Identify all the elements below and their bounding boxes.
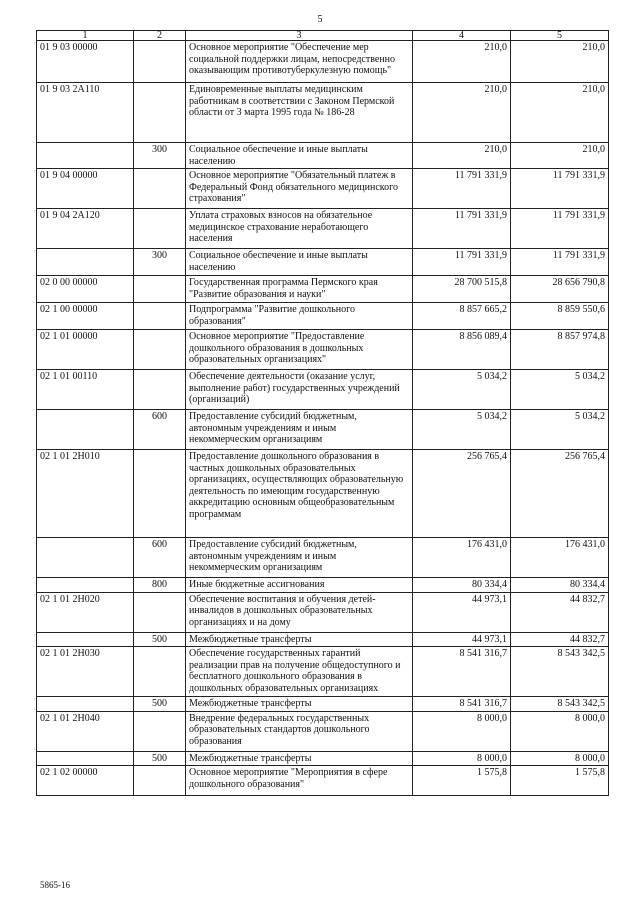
cell-amount-year-2: 1 575,8 (511, 766, 609, 796)
cell-target-code: 02 1 01 2Н020 (37, 592, 134, 632)
cell-item-name: Основное мероприятие "Мероприятия в сфере дошкольного образования" (186, 766, 413, 796)
cell-target-code (37, 143, 134, 169)
cell-target-code: 02 0 00 00000 (37, 276, 134, 303)
header-col-4: 4 (413, 31, 511, 41)
cell-amount-year-2: 5 034,2 (511, 370, 609, 410)
cell-expense-type (134, 592, 186, 632)
cell-amount-year-1: 176 431,0 (413, 538, 511, 578)
cell-item-name: Уплата страховых взносов на обязательное медицинское страхование неработающего населения (186, 209, 413, 249)
table-row (37, 169, 609, 209)
header-col-2: 2 (134, 31, 186, 41)
cell-amount-year-2: 210,0 (511, 143, 609, 169)
table-row (37, 592, 609, 632)
table-row (37, 303, 609, 330)
cell-target-code: 02 1 01 00110 (37, 370, 134, 410)
table-row (37, 538, 609, 578)
cell-expense-type: 600 (134, 538, 186, 578)
cell-amount-year-2: 210,0 (511, 83, 609, 143)
cell-amount-year-2: 8 000,0 (511, 711, 609, 751)
cell-target-code (37, 249, 134, 276)
cell-amount-year-1: 8 541 316,7 (413, 697, 511, 712)
cell-target-code: 02 1 01 2Н030 (37, 647, 134, 697)
cell-item-name: Социальное обеспечение и иные выплаты населению (186, 143, 413, 169)
cell-amount-year-1: 1 575,8 (413, 766, 511, 796)
cell-target-code: 02 1 00 00000 (37, 303, 134, 330)
cell-expense-type (134, 647, 186, 697)
table-row (37, 450, 609, 538)
cell-amount-year-1: 44 973,1 (413, 592, 511, 632)
cell-amount-year-2: 44 832,7 (511, 592, 609, 632)
table-row (37, 330, 609, 370)
cell-amount-year-2: 8 543 342,5 (511, 697, 609, 712)
cell-item-name: Межбюджетные трансферты (186, 697, 413, 712)
cell-expense-type: 500 (134, 697, 186, 712)
cell-expense-type (134, 766, 186, 796)
cell-amount-year-2: 11 791 331,9 (511, 169, 609, 209)
cell-target-code (37, 632, 134, 647)
cell-amount-year-1: 210,0 (413, 83, 511, 143)
cell-amount-year-1: 28 700 515,8 (413, 276, 511, 303)
cell-amount-year-2: 256 765,4 (511, 450, 609, 538)
cell-expense-type: 500 (134, 632, 186, 647)
cell-amount-year-2: 8 857 974,8 (511, 330, 609, 370)
table-row (37, 370, 609, 410)
table-row (37, 697, 609, 712)
table-row (37, 276, 609, 303)
cell-item-name: Предоставление субсидий бюджетным, автономным учреждениям и иным некоммерческим организациям (186, 538, 413, 578)
cell-amount-year-1: 8 541 316,7 (413, 647, 511, 697)
cell-amount-year-2: 11 791 331,9 (511, 209, 609, 249)
cell-amount-year-1: 80 334,4 (413, 578, 511, 593)
cell-amount-year-1: 11 791 331,9 (413, 169, 511, 209)
cell-expense-type: 300 (134, 249, 186, 276)
table-row (37, 41, 609, 83)
header-col-3: 3 (186, 31, 413, 41)
cell-expense-type (134, 450, 186, 538)
cell-amount-year-2: 176 431,0 (511, 538, 609, 578)
cell-target-code: 01 9 04 00000 (37, 169, 134, 209)
cell-amount-year-1: 8 857 665,2 (413, 303, 511, 330)
cell-amount-year-2: 8 543 342,5 (511, 647, 609, 697)
cell-item-name: Государственная программа Пермского края "Развитие образования и науки" (186, 276, 413, 303)
cell-expense-type (134, 276, 186, 303)
table-row (37, 751, 609, 766)
cell-expense-type: 800 (134, 578, 186, 593)
cell-item-name: Иные бюджетные ассигнования (186, 578, 413, 593)
cell-expense-type: 500 (134, 751, 186, 766)
cell-amount-year-1: 5 034,2 (413, 370, 511, 410)
cell-amount-year-1: 11 791 331,9 (413, 249, 511, 276)
cell-amount-year-2: 28 656 790,8 (511, 276, 609, 303)
cell-amount-year-2: 11 791 331,9 (511, 249, 609, 276)
cell-item-name: Межбюджетные трансферты (186, 632, 413, 647)
cell-target-code: 01 9 03 00000 (37, 41, 134, 83)
cell-target-code (37, 538, 134, 578)
cell-item-name: Основное мероприятие "Предоставление дошкольного образования в дошкольных образовательных организациях" (186, 330, 413, 370)
cell-expense-type (134, 370, 186, 410)
cell-target-code (37, 697, 134, 712)
cell-amount-year-1: 8 856 089,4 (413, 330, 511, 370)
document-code: 5865-16 (40, 880, 70, 890)
cell-expense-type (134, 330, 186, 370)
cell-expense-type (134, 83, 186, 143)
table-row (37, 711, 609, 751)
cell-amount-year-2: 8 000,0 (511, 751, 609, 766)
cell-amount-year-2: 5 034,2 (511, 410, 609, 450)
budget-table (36, 30, 609, 796)
cell-item-name: Основное мероприятие "Обеспечение мер социальной поддержки лицам, непосредственно оказывающим противотуберкулезную помощь" (186, 41, 413, 83)
cell-item-name: Основное мероприятие "Обязательный платеж в Федеральный Фонд обязательного медицинского страхования" (186, 169, 413, 209)
cell-expense-type: 300 (134, 143, 186, 169)
table-row (37, 647, 609, 697)
cell-amount-year-1: 5 034,2 (413, 410, 511, 450)
cell-amount-year-2: 8 859 550,6 (511, 303, 609, 330)
cell-item-name: Предоставление субсидий бюджетным, автономным учреждениям и иным некоммерческим организациям (186, 410, 413, 450)
cell-amount-year-1: 44 973,1 (413, 632, 511, 647)
cell-expense-type (134, 209, 186, 249)
table-row (37, 632, 609, 647)
table-row (37, 578, 609, 593)
cell-expense-type (134, 303, 186, 330)
cell-item-name: Межбюджетные трансферты (186, 751, 413, 766)
table-header (37, 31, 609, 41)
cell-target-code: 01 9 04 2А120 (37, 209, 134, 249)
cell-item-name: Предоставление дошкольного образования в частных дошкольных образовательных организациях, осуществляющих образовательную деятельность по имеющим государственную аккредитацию основным общеобразовательным программам (186, 450, 413, 538)
page-number: 5 (317, 14, 323, 25)
header-col-5: 5 (511, 31, 609, 41)
cell-target-code (37, 410, 134, 450)
cell-expense-type (134, 41, 186, 83)
table-row (37, 410, 609, 450)
cell-expense-type (134, 169, 186, 209)
cell-amount-year-1: 210,0 (413, 41, 511, 83)
table-row (37, 249, 609, 276)
cell-expense-type: 600 (134, 410, 186, 450)
cell-target-code: 02 1 02 00000 (37, 766, 134, 796)
table-row (37, 209, 609, 249)
cell-item-name: Социальное обеспечение и иные выплаты населению (186, 249, 413, 276)
cell-amount-year-1: 210,0 (413, 143, 511, 169)
cell-target-code (37, 578, 134, 593)
cell-item-name: Обеспечение государственных гарантий реализации прав на получение общедоступного и бесплатного дошкольного образования в дошкольных образовательных организациях (186, 647, 413, 697)
cell-amount-year-1: 256 765,4 (413, 450, 511, 538)
header-col-1: 1 (37, 31, 134, 41)
cell-item-name: Обеспечение воспитания и обучения детей-инвалидов в дошкольных образовательных организациях и на дому (186, 592, 413, 632)
cell-amount-year-1: 8 000,0 (413, 711, 511, 751)
cell-amount-year-1: 11 791 331,9 (413, 209, 511, 249)
cell-item-name: Подпрограмма "Развитие дошкольного образования" (186, 303, 413, 330)
table-row (37, 83, 609, 143)
table-row (37, 143, 609, 169)
cell-target-code: 02 1 01 00000 (37, 330, 134, 370)
table-row (37, 766, 609, 796)
cell-amount-year-2: 80 334,4 (511, 578, 609, 593)
cell-amount-year-2: 210,0 (511, 41, 609, 83)
cell-item-name: Обеспечение деятельности (оказание услуг, выполнение работ) государственных учреждений (организаций) (186, 370, 413, 410)
cell-item-name: Единовременные выплаты медицинским работникам в соответствии с Законом Пермской области от 3 марта 1995 года № 186-28 (186, 83, 413, 143)
cell-item-name: Внедрение федеральных государственных образовательных стандартов дошкольного образования (186, 711, 413, 751)
table-body (37, 41, 609, 796)
cell-target-code: 02 1 01 2Н010 (37, 450, 134, 538)
cell-target-code (37, 751, 134, 766)
cell-target-code: 02 1 01 2Н040 (37, 711, 134, 751)
cell-target-code: 01 9 03 2А110 (37, 83, 134, 143)
cell-expense-type (134, 711, 186, 751)
cell-amount-year-1: 8 000,0 (413, 751, 511, 766)
cell-amount-year-2: 44 832,7 (511, 632, 609, 647)
